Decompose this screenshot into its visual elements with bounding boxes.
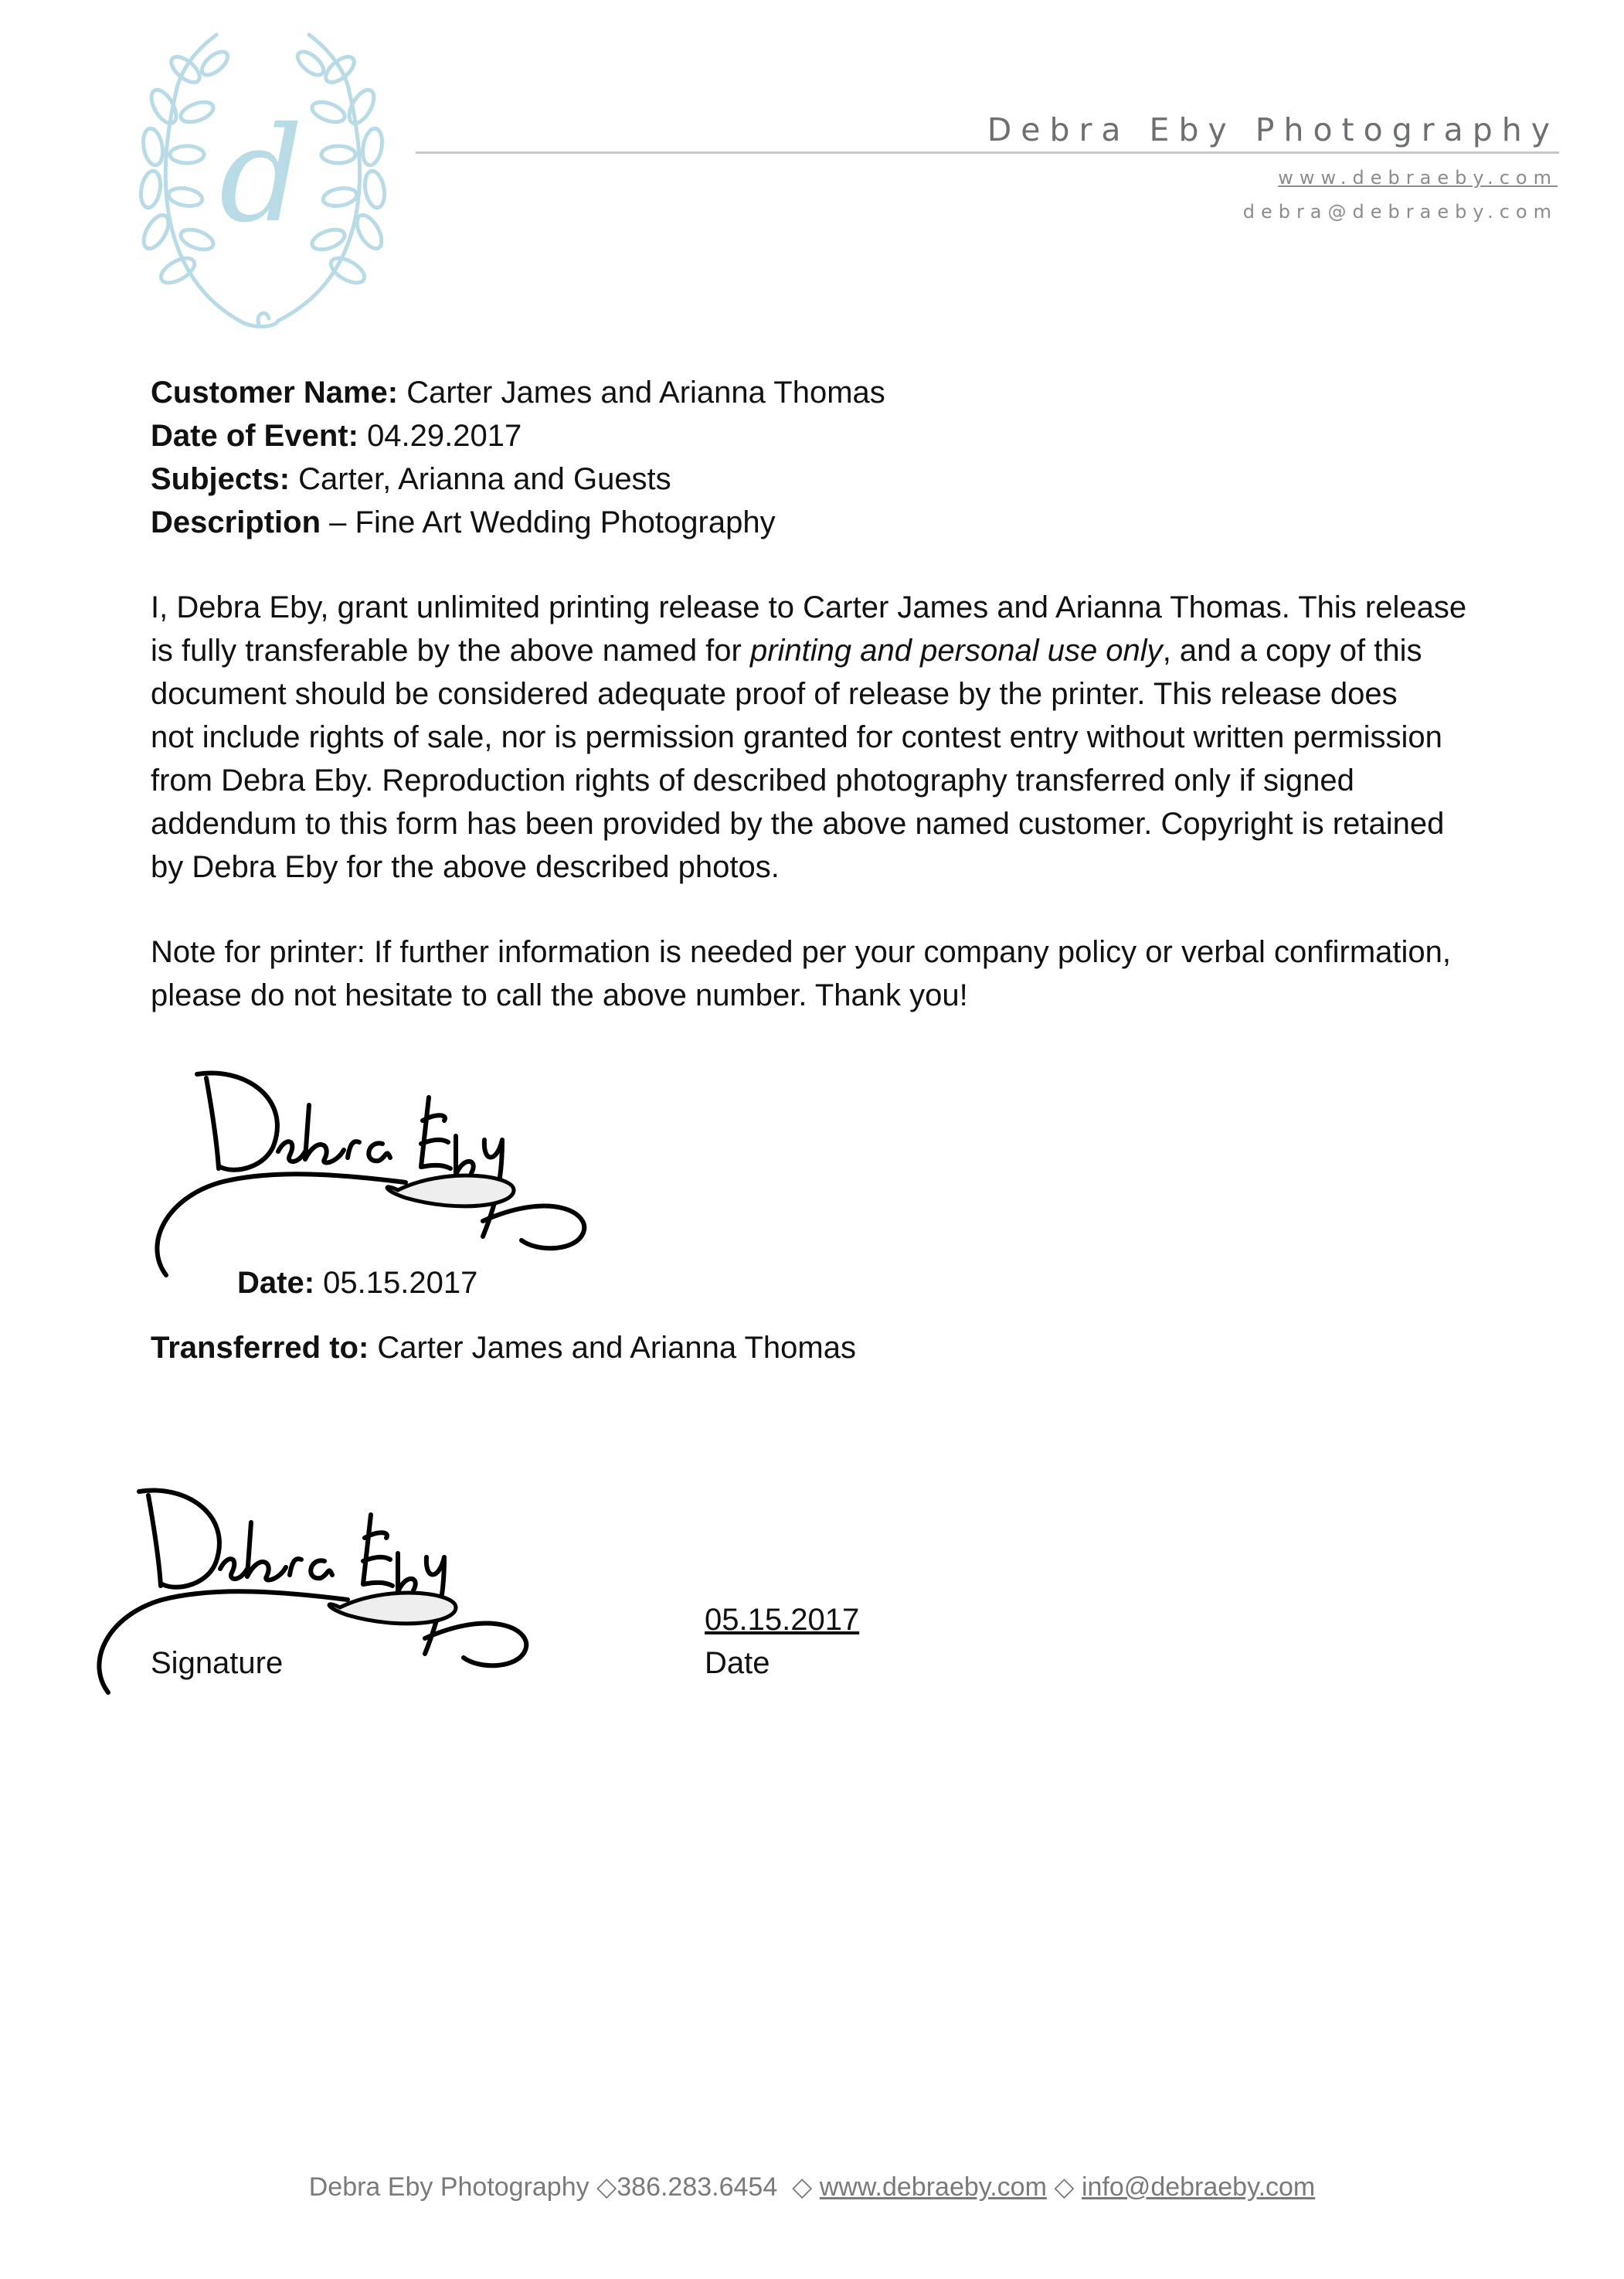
event-date-line bbox=[151, 414, 522, 458]
footer-company: Debra Eby Photography bbox=[308, 2172, 589, 2202]
release-line: by Debra Eby for the above described photos. bbox=[151, 850, 780, 884]
header-website-link[interactable]: www.debraeby.com bbox=[1278, 167, 1558, 189]
logo-monogram-letter: d bbox=[219, 99, 304, 252]
release-line-part: is fully transferable by the above named for bbox=[151, 634, 750, 668]
diamond-outline-icon: ◇ bbox=[596, 2172, 617, 2202]
signature-image bbox=[151, 1066, 599, 1283]
diamond-outline-icon: ◇ bbox=[1054, 2172, 1075, 2202]
release-line: document should be considered adequate proof of release by the printer. This release does bbox=[151, 677, 1398, 711]
footer-phone: 386.283.6454 bbox=[617, 2172, 778, 2202]
bottom-date-value: 05.15.2017 bbox=[705, 1603, 860, 1637]
note-line: please do not hesitate to call the above number. Thank you! bbox=[151, 978, 968, 1012]
date-label: Date bbox=[705, 1646, 770, 1680]
signed-date-label: Date: bbox=[237, 1266, 315, 1300]
subjects-line bbox=[151, 458, 671, 501]
transferred-to-label: Transferred to: bbox=[151, 1331, 369, 1365]
release-line-part: , and a copy of this bbox=[1162, 634, 1422, 668]
transferred-to-value: Carter James and Arianna Thomas bbox=[377, 1331, 856, 1365]
header-email: debra@debraeby.com bbox=[1242, 201, 1558, 223]
description-label: Description bbox=[151, 505, 321, 539]
signature-label: Signature bbox=[151, 1646, 284, 1680]
customer-name-label: Customer Name: bbox=[151, 376, 399, 410]
footer bbox=[0, 2172, 1624, 2202]
printer-note bbox=[151, 930, 1451, 1017]
subjects-value: Carter, Arianna and Guests bbox=[298, 462, 671, 496]
event-date-label: Date of Event: bbox=[151, 419, 358, 453]
release-line bbox=[151, 629, 1572, 672]
signed-date-line bbox=[237, 1261, 477, 1304]
release-line: from Debra Eby. Reproduction rights of described photography transferred only if signed bbox=[151, 764, 1354, 798]
description-value: – Fine Art Wedding Photography bbox=[329, 505, 776, 539]
diamond-outline-icon: ◇ bbox=[792, 2172, 813, 2202]
release-line: not include rights of sale, nor is permission granted for contest entry without written permission bbox=[151, 720, 1442, 754]
release-line: I, Debra Eby, grant unlimited printing release to Carter James and Arianna Thomas. This release bbox=[151, 590, 1467, 624]
customer-name-value: Carter James and Arianna Thomas bbox=[406, 376, 885, 410]
transferred-to-line bbox=[151, 1326, 856, 1369]
release-paragraph bbox=[151, 586, 1572, 889]
release-line: addendum to this form has been provided by the above named customer. Copyright is retained bbox=[151, 807, 1445, 841]
note-line: Note for printer: If further information is needed per your company policy or verbal confirmation, bbox=[151, 935, 1452, 969]
description-line bbox=[151, 501, 776, 544]
footer-website-link[interactable]: www.debraeby.com bbox=[819, 2172, 1047, 2202]
release-italic-phrase: printing and personal use only bbox=[749, 634, 1163, 668]
event-date-value: 04.29.2017 bbox=[367, 419, 522, 453]
customer-name-line bbox=[151, 371, 885, 414]
footer-email-link[interactable]: info@debraeby.com bbox=[1081, 2172, 1316, 2202]
subjects-label: Subjects: bbox=[151, 462, 290, 496]
header-divider bbox=[416, 151, 1559, 154]
signed-date-value: 05.15.2017 bbox=[323, 1266, 478, 1300]
laurel-wreath-monogram-icon bbox=[124, 15, 409, 332]
brand-name: Debra Eby Photography bbox=[987, 111, 1559, 148]
